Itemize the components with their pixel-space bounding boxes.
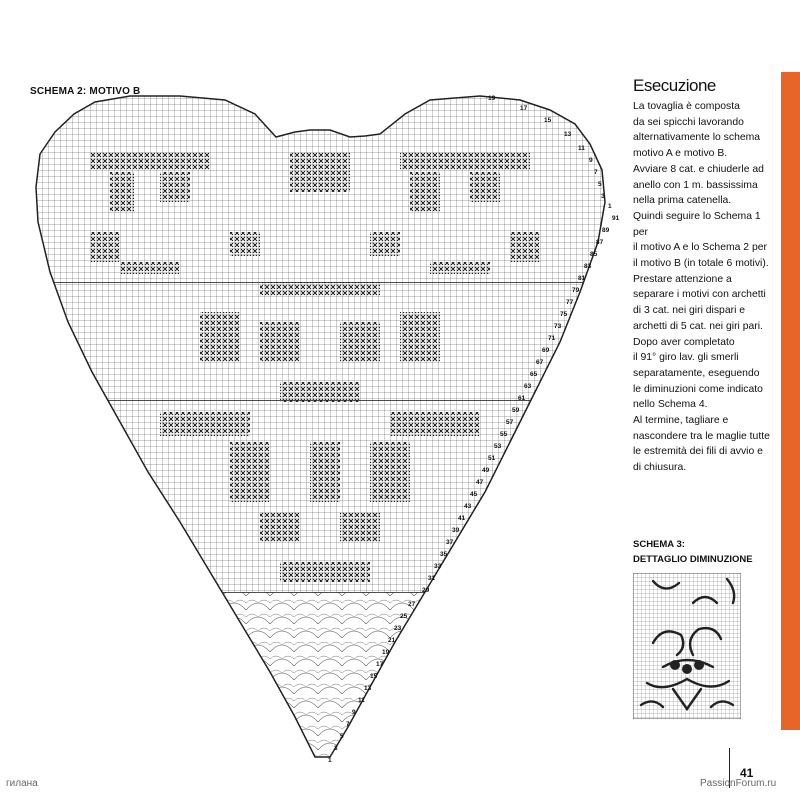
instruction-line: nella prima catenella.	[633, 195, 732, 207]
instruction-line: separare i motivi con archetti	[633, 289, 766, 301]
row-label: 1	[328, 757, 332, 764]
row-label: 53	[494, 443, 502, 450]
accent-bar	[781, 72, 800, 730]
row-label: 61	[518, 395, 526, 402]
row-label: 37	[446, 539, 454, 546]
row-label: 65	[530, 371, 538, 378]
row-label: 45	[470, 491, 478, 498]
row-label: 77	[566, 299, 574, 306]
page-number: 41	[740, 766, 754, 780]
row-label: 35	[440, 551, 448, 558]
instruction-line: Prestare attenzione a	[633, 273, 732, 285]
row-label: 31	[428, 575, 436, 582]
row-label: 57	[506, 419, 514, 426]
row-label: 87	[596, 239, 604, 246]
row-label: 25	[400, 613, 408, 620]
row-label: 59	[512, 407, 520, 414]
scheme3-title-line1: SCHEMA 3:	[633, 539, 685, 550]
instruction-line: Dopo aver completato	[633, 336, 735, 348]
instruction-line: Al termine, tagliare e	[633, 415, 729, 427]
row-label: 67	[536, 359, 544, 366]
instruction-line: nello Schema 4.	[633, 399, 708, 411]
row-label: 19	[382, 649, 390, 656]
row-label: 63	[524, 383, 532, 390]
row-label: 7	[346, 721, 350, 728]
row-label: 19	[488, 95, 496, 102]
row-label: 15	[544, 117, 552, 124]
watermark-left: гилана	[6, 778, 38, 789]
row-label: 5	[340, 733, 344, 740]
instruction-line: nascondere tra le maglie tutte	[633, 430, 770, 442]
row-label: 1	[608, 203, 612, 210]
row-label: 17	[376, 661, 384, 668]
row-label: 47	[476, 479, 484, 486]
instruction-line: motivo A e motivo B.	[633, 148, 728, 160]
row-label: 71	[548, 335, 556, 342]
scheme2-title: SCHEMA 2: MOTIVO B	[30, 86, 141, 97]
row-label: 89	[602, 227, 610, 234]
instruction-line: La tovaglia è composta	[633, 101, 740, 112]
instruction-line: alternativamente lo schema	[633, 132, 761, 144]
instruction-line: anello con 1 m. bassissima	[633, 179, 758, 191]
row-label: 41	[458, 515, 466, 522]
row-label: 3	[334, 745, 338, 752]
instruction-line: le diminuzioni come indicato	[633, 383, 763, 395]
heart-chart	[30, 92, 620, 772]
row-label: 69	[542, 347, 550, 354]
instruction-line: di 3 cat. nei giri dispari e	[633, 305, 746, 317]
row-label: 51	[488, 455, 496, 462]
instruction-line: le estremità dei fili di avvio e	[633, 446, 763, 458]
decrease-detail-chart	[633, 573, 741, 719]
row-label: 85	[590, 251, 598, 258]
row-label: 3	[601, 193, 605, 200]
instruction-line: il 91° giro lav. gli smerli	[633, 352, 739, 364]
row-label: 23	[394, 625, 402, 632]
row-label: 39	[452, 527, 460, 534]
row-label: 29	[422, 587, 430, 594]
row-label: 49	[482, 467, 490, 474]
row-label: 13	[364, 685, 372, 692]
scheme3-title	[633, 537, 753, 567]
row-label: 9	[589, 157, 593, 164]
row-label: 83	[584, 263, 592, 270]
row-label: 27	[408, 601, 416, 608]
row-label: 33	[434, 563, 442, 570]
row-label: 5	[598, 181, 602, 188]
instruction-line: separatamente, eseguendo	[633, 367, 760, 379]
instruction-line: il motivo A e lo Schema 2 per	[633, 242, 767, 254]
row-label: 15	[370, 673, 378, 680]
row-label: 17	[520, 105, 528, 112]
row-label: 21	[388, 637, 396, 644]
execution-instructions	[633, 99, 773, 476]
instruction-line: Avviare 8 cat. e chiuderle ad	[633, 163, 764, 175]
row-label: 7	[594, 169, 598, 176]
instruction-line: Quindi seguire lo Schema 1 per	[633, 210, 761, 238]
row-label: 13	[564, 131, 572, 138]
row-label: 9	[352, 709, 356, 716]
row-label: 91	[612, 215, 620, 222]
row-label: 81	[578, 275, 586, 282]
scheme3-title-line2: DETTAGLIO DIMINUZIONE	[633, 554, 753, 565]
instruction-line: di chiusura.	[633, 462, 687, 474]
row-label: 55	[500, 431, 508, 438]
row-label: 73	[554, 323, 562, 330]
instruction-line: archetti di 5 cat. nei giri pari.	[633, 320, 763, 332]
row-label: 11	[578, 145, 585, 152]
instruction-line: il motivo B (in totale 6 motivi).	[633, 258, 769, 270]
row-label: 75	[560, 311, 568, 318]
execution-title: Esecuzione	[633, 76, 716, 95]
instruction-line: da sei spicchi lavorando	[633, 116, 744, 128]
row-label: 11	[358, 697, 365, 704]
row-label: 43	[464, 503, 472, 510]
row-label: 79	[572, 287, 580, 294]
watermark-right: PassionForum.ru	[700, 778, 777, 789]
